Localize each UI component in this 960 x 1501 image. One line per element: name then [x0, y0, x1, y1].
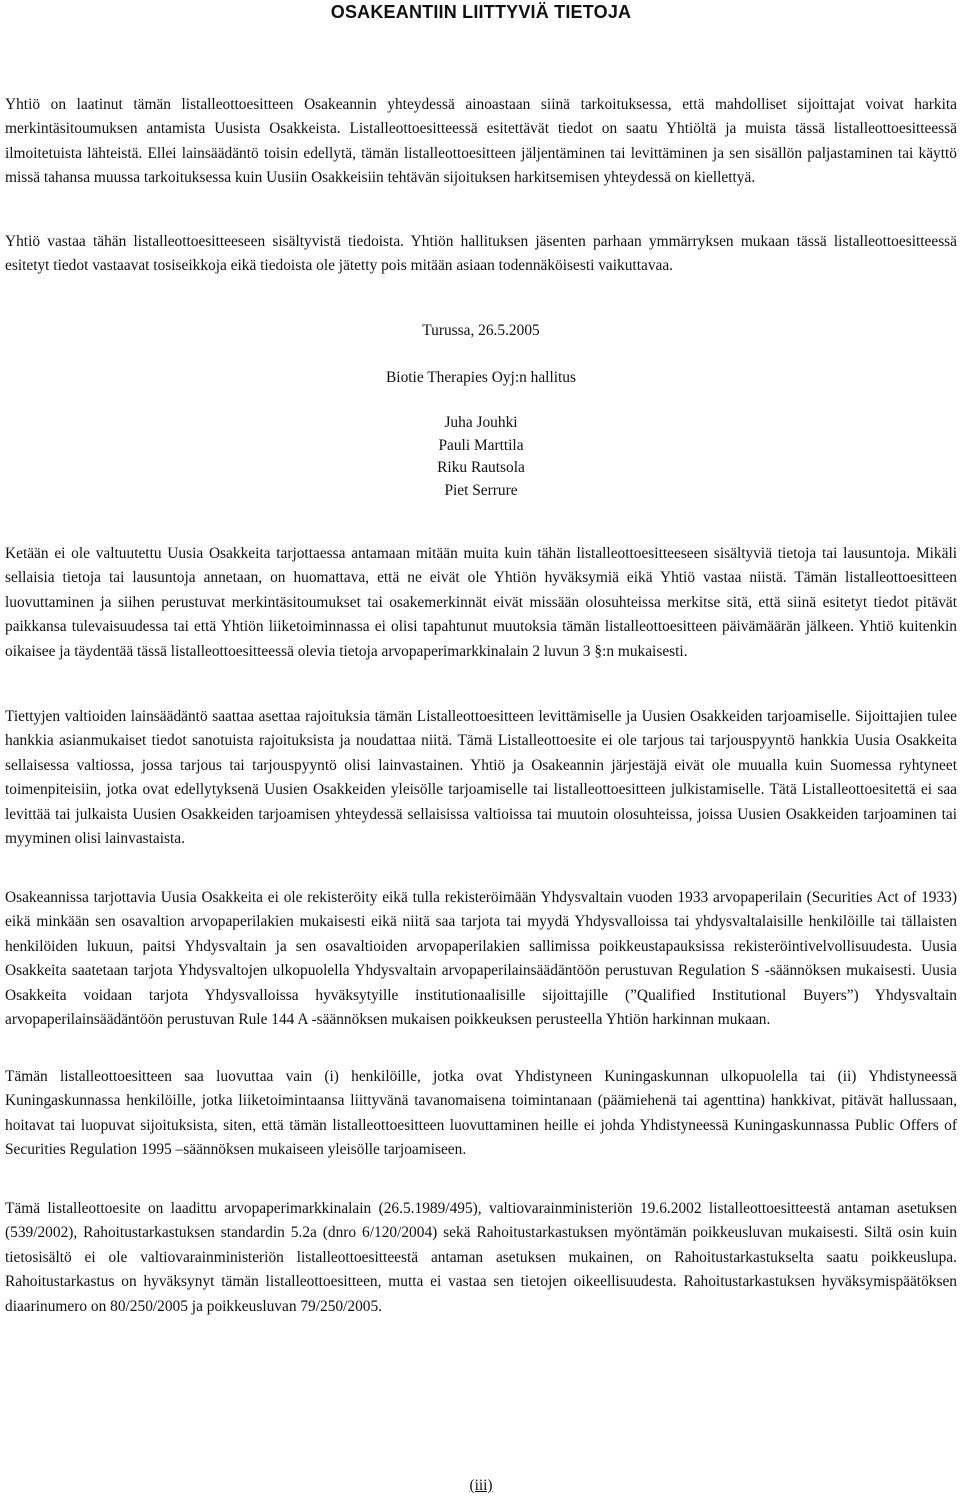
- signature-name: Pauli Marttila: [438, 436, 524, 454]
- paragraph-jurisdiction-restrictions: Tiettyjen valtioiden lainsäädäntö saattaa asettaa rajoituksia tämän Listalleottoesitteen levittämiselle ja Uusien Osakkeiden tarjoamiselle. Sijoittajien tulee hankkia asianmukaiset tiedot sanotuista rajoituksista ja noudattaa niitä. Tämä Listalleottoesite ei ole tarjous tai tarjouspyyntö hankkia Uusia Osakkeita sellaisessa valtiossa, jossa tarjous tai tarjouspyyntö olisi lainvastainen. Yhtiö ja Osakeannin järjestäjä eivät ole muualla kuin Suomessa ryhtyneet toimenpiteisiin, jotka ovat edellytyksenä Uusien Osakkeiden yleisölle tarjoamiselle tai listalleottoesitteen julkistamiselle. Tätä Listalleottoesitettä ei saa levittää tai julkaista Uusien Osakkeiden tarjoamisen yhteydessä sellaisissa valtioissa tai muutoin olosuhteissa, joissa Uusien Osakkeiden tarjoaminen tai myyminen olisi lainvastaista.: [5, 708, 957, 848]
- signature-place-date: Turussa, 26.5.2005: [422, 322, 540, 339]
- paragraph-no-authorization: Ketään ei ole valtuutettu Uusia Osakkeita tarjottaessa antamaan mitään muita kuin tähän listalleottoesitteeseen sisältyviä tietoja tai lausuntoja. Mikäli sellaisia tietoja tai lausuntoja annetaan, on huomattava, että ne eivät ole Yhtiön hyväksymiä eikä Yhtiö vastaa niistä. Tämän listalleottoesitteen luovuttaminen ja siihen perustuvat merkintäsitoumukset tai osakemerkinnät eivät missään olosuhteissa merkitse sitä, että siinä esitetyt tiedot pitävät paikkansa tulevaisuudessa tai että Yhtiön liiketoiminnassa ei olisi tapahtunut muutoksia tämän listalleottoesitteen päivämäärän jälkeen. Yhtiö kuitenkin oikaisee ja täydentää tässä listalleottoesitteessä olevia tietoja arvopaperimarkkinalain 2 luvun 3 §:n mukaisesti.: [5, 545, 957, 660]
- paragraph-uk-distribution: Tämän listalleottoesitteen saa luovuttaa vain (i) henkilöille, jotka ovat Yhdistyneen Kuningaskunnan ulkopuolella tai (ii) Yhdistyneessä Kuningaskunnassa henkilöille, jotka liiketoimintaansa liittyvänä tavanomaisena toimintanaan (päämiehenä tai agenttina) hankkivat, pitävät hallussaan, hoitavat tai luopuvat sijoituksista, siten, että tämän listalleottoesitteen luovuttaminen heille ei johda Yhdistyneessä Kuningaskunnassa Public Offers of Securities Regulation 1995 –säännöksen mukaiseen yleisölle tarjoamiseen.: [5, 1068, 957, 1159]
- paragraph-company-responsibility: Yhtiö vastaa tähän listalleottoesitteeseen sisältyvistä tiedoista. Yhtiön hallituksen jäsenten parhaan ymmärryksen mukaan tässä listalleottoesitteessä esitetyt tiedot vastaavat tosiseikkoja eikä tiedoista ole jätetty pois mitään asiaan todennäköisesti vaikuttavaa.: [5, 233, 957, 275]
- signature-name: Riku Rautsola: [437, 459, 525, 476]
- paragraph-prospectus-purpose: Yhtiö on laatinut tämän listalleottoesitteen Osakeannin yhteydessä ainoastaan siinä tarkoituksessa, että mahdolliset sijoittajat voivat harkita merkintäsitoumuksen antamista Uusista Osakkeista. Listalleottoesitteessä esitettävät tiedot on saatu Yhtiöltä ja muista tässä listalleottoesitteessä ilmoitetuista lähteistä. Ellei lainsäädäntö toisin edellytä, tämän listalleottoesitteen jäljentäminen tai levittäminen ja sen sisällön paljastaminen tai käyttö missä tahansa muussa tarkoituksessa kuin Uusiin Osakkeisiin tehtävän sijoituksen harkitsemisen yhteydessä on kiellettyä.: [5, 96, 957, 187]
- page-title: OSAKEANTIIN LIITTYVIÄ TIETOJA: [330, 2, 632, 22]
- paragraph-us-securities: Osakeannissa tarjottavia Uusia Osakkeita ei ole rekisteröity eikä tulla rekisteröimään Yhdysvaltain vuoden 1933 arvopaperilain (Securities Act of 1933) eikä minkään sen osavaltion arvopaperilakien mukaisesti eikä niitä saa tarjota tai myydä Yhdysvalloissa tai yhdysvaltalaisille henkilöille tai tällaisten henkilöiden lukuun, paitsi Yhdysvaltain ja sen osavaltioiden arvopaperilakien sallimissa poikkeustapauksissa rekisteröintivelvollisuudesta. Uusia Osakkeita saatetaan tarjota Yhdysvaltojen ulkopuolella Yhdysvaltain arvopaperilainsäädäntöön perustuvan Regulation S -säännöksen mukaisesti. Uusia Osakkeita voidaan tarjota Yhdysvalloissa hyväksytyille institutionaalisille sijoittajille (”Qualified Institutional Buyers”) Yhdysvaltain arvopaperilainsäädäntöön perustuvan Rule 144 A -säännöksen mukaisen poikkeuksen perusteella Yhtiön harkinnan mukaan.: [5, 889, 957, 1029]
- paragraph-regulatory-basis: Tämä listalleottoesite on laadittu arvopaperimarkkinalain (26.5.1989/495), valtiovarainministeriön 19.6.2002 listalleottoesitteestä antaman asetuksen (539/2002), Rahoitustarkastuksen standardin 5.2a (dnro 6/120/2004) sekä Rahoitustarkastuksen myöntämän poikkeusluvan mukaisesti. Siltä osin kuin tietosisältö ei ole valtiovarainministeriön listalleottoesitteestä antaman asetuksen mukainen, on Rahoitustarkastukselta saatu poikkeuslupa. Rahoitustarkastus on hyväksynyt tämän listalleottoesitteen, mutta ei vastaa sen tietojen oikeellisuudesta. Rahoitustarkastuksen hyväksymispäätöksen diaarinumero on 80/250/2005 ja poikkeusluvan 79/250/2005.: [5, 1200, 957, 1315]
- signature-names: [5, 412, 957, 502]
- signature-name: Piet Serrure: [444, 481, 518, 499]
- page-number: (iii): [469, 1477, 493, 1494]
- signature-name: Juha Jouhki: [444, 414, 518, 431]
- signature-board: Biotie Therapies Oyj:n hallitus: [386, 369, 576, 386]
